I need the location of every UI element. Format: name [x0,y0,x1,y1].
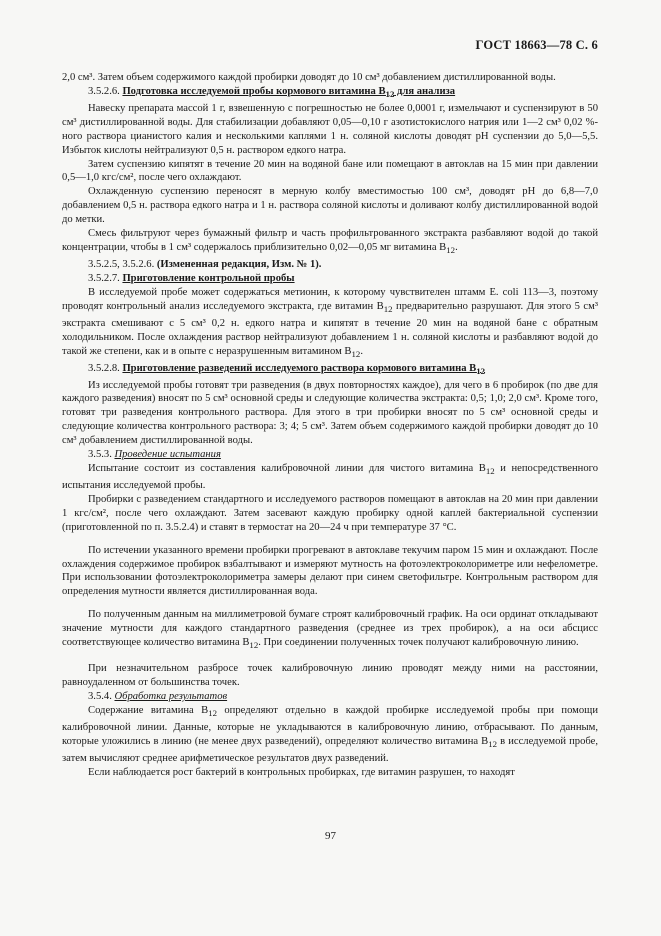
document-body [62,71,598,780]
paragraph: Пробирки с разведением стандартного и исследуемого растворов помещают в автоклав на 20 мин при давлении 1 кгс/см², после чего охлаждают. Затем засевают каждую пробирку одной каплей бактериальной суспензии (приготовленной по п. 3.5.2.4) и ставят в термостат на 20—24 ч при температуре 37 °С. [62,493,598,533]
page-header: ГОСТ 18663—78 С. 6 [475,38,598,52]
paragraph: Испытание состоит из составления калибровочной линии для чистого витамина $B_{12}$ и непосредственного испытания исследуемой пробы. [62,463,598,492]
paragraph: Затем суспензию кипятят в течение 20 мин на водяной бане или помещают в автоклав на 15 мин при давлении 0,5—1,0 кгс/см², после чего охлаждают. [62,158,598,184]
paragraph: Из исследуемой пробы готовят три разведения (в двух повторностях каждое), для чего в 6 пробирок (по две для каждого разведения) вносят по 5 см³ основной среды и следующие количества экстракта: 0,5; 1,0; 2,0 см³. Кроме того, готовят три разведения контрольного раствора. Для этого в три пробирки вносят по 5 см³ основной среды и следующие количества контрольного раствора: 3; 4; 5 см³. Затем объем содержимого каждой пробирки доводят до 10 см³ добавлением дистиллированной воды. [62,379,598,447]
document-page [62,38,598,780]
paragraph: Смесь фильтруют через бумажный фильтр и часть профильтрованного экстракта разбавляют водой до такой концентрации, чтобы в 1 см³ содержалось приблизительно 0,02—0,05 мг витамина $B_{12}$. [62,228,598,256]
paragraph: Навеску препарата массой 1 г, взвешенную с погрешностью не более 0,0001 г, измельчают и суспензируют в 50 см³ дистиллированной воды. Для стабилизации добавляют 0,05—0,10 г азотистокислого натрия или 1—2 см³ 0,02 %-ного раствора цианистого калия и несколькими каплями 1 н. соляной кислоты доводят pH суспензии до 5,0—5,5. Избыток кислоты нейтрализуют 0,5 н. раствором едкого натра. [62,102,598,156]
page-number: 97 [325,830,336,842]
paragraph: 3.5.4. Обработка результатов [88,690,228,702]
paragraph: 3.5.3. Проведение испытания [88,449,221,461]
paragraph: В исследуемой пробе может содержаться метионин, к которому чувствителен штамм E. coli 113—3, поэтому проводят контрольный анализ исследуемого экстракта, где витамин $B_{12}$ предварительно разрушают. Для этого 5 см³ экстракта смешивают с 5 см³ 0,2 н. едкого натра и кипятят в течение 20 мин на водяной бане с обратным холодильником. После охлаждения раствор нейтрализуют добавлением 1 н. соляной кислоты и разбавляют водой до такой же степени, как и в опыте с неразрушенным витамином $B_{12}$. [62,286,598,359]
paragraph: Содержание витамина $B_{12}$ определяют отдельно в каждой пробирке исследуемой пробы при помощи калибровочной линии. Данные, которые не укладываются в калибровочную линию, отбрасывают. По данным, которые уложились в линию (не менее двух разведений), определяют количество витамина $B_{12}$ в исследуемой пробе, затем вычисляют среднее арифметическое результатов двух разведений. [62,704,598,764]
paragraph: По истечении указанного времени пробирки прогревают в автоклаве текучим паром 15 мин и охлаждают. После охлаждения содержимое пробирок взбалтывают и измеряют мутность на фотоэлектроколориметре или нефелометре. При использовании фотоэлектроколориметра замеры делают при синем светофильтре. Контрольным раствором для определения мутности является дистиллированная вода. [62,544,598,598]
paragraph: При незначительном разбросе точек калибровочную линию проводят между ними на расстоянии, равноудаленном от большинства точек. [62,663,598,689]
paragraph: 3.5.2.7. Приготовление контрольной пробы [88,272,295,284]
paragraph: 3.5.2.5, 3.5.2.6. (Измененная редакция, Изм. № 1). [88,259,322,270]
paragraph: По полученным данным на миллиметровой бумаге строят калибровочный график. На оси ординат откладывают значение мутности для каждого стандартного разведения (среднее из трех пробирок), а на оси абсцисс соответствующее количество витамина $B_{12}$. При соединении полученных точек получают калибровочную линию. [62,609,598,651]
paragraph: Если наблюдается рост бактерий в контрольных пробирках, где витамин разрушен, то находят [88,766,515,778]
paragraph: 3.5.2.6. Подготовка исследуемой пробы кормового витамина $B_{12}$ для анализа [88,85,456,100]
paragraph: 3.5.2.8. Приготовление разведений исследуемого раствора кормового витамина $B_{12}$ [88,362,486,376]
paragraph: Охлажденную суспензию переносят в мерную колбу вместимостью 100 см³, доводят pH до 6,8—7,0 добавлением 0,5 н. раствора едкого натра и 1 н. раствора соляной кислоты и доливают колбу дистиллированной водой до метки. [62,186,598,226]
paragraph: 2,0 см³. Затем объем содержимого каждой пробирки доводят до 10 см³ добавлением дистиллированной воды. [62,72,556,83]
